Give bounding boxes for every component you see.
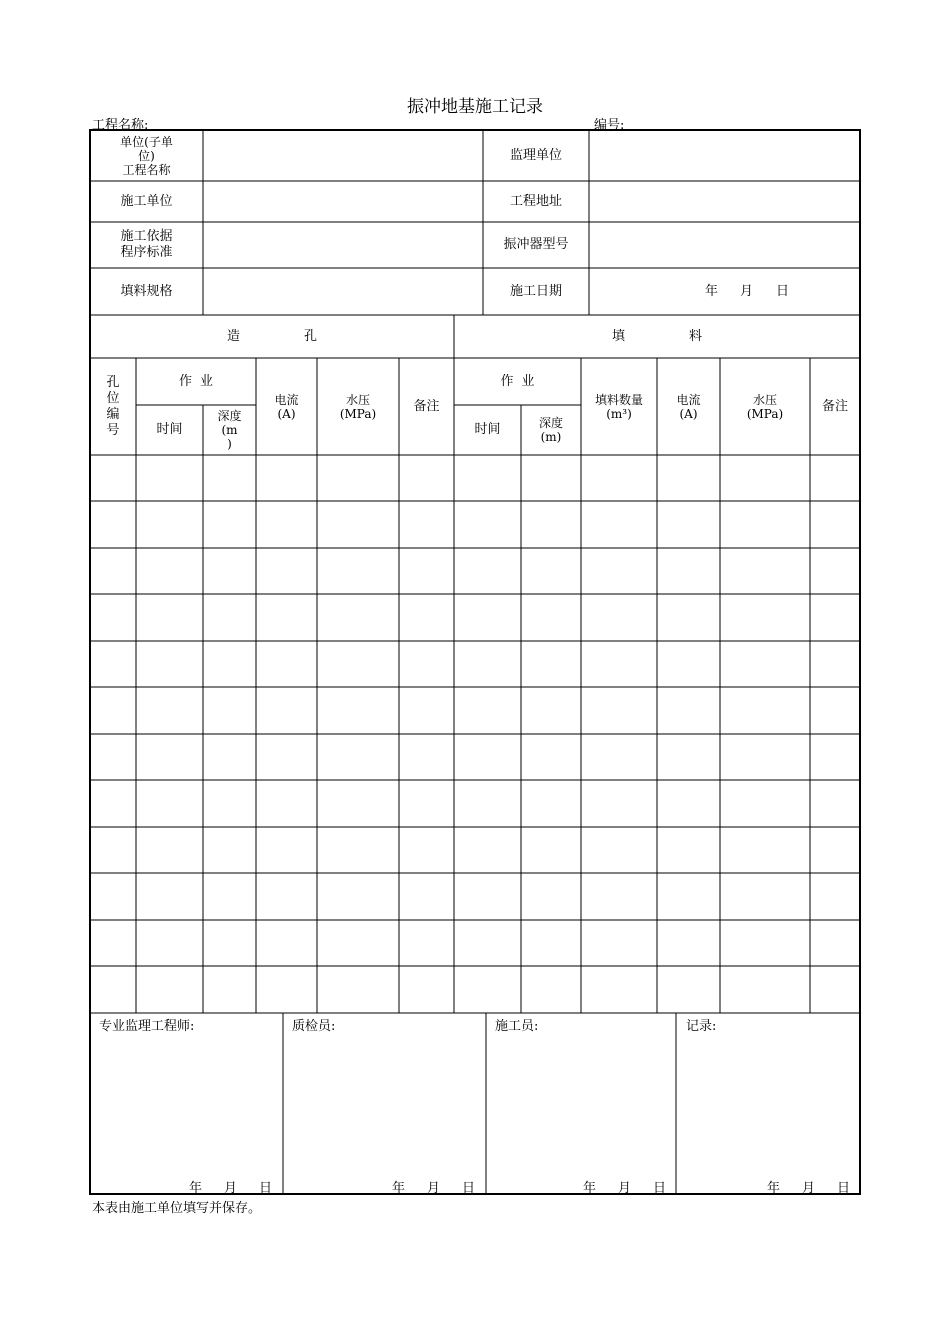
col-current-hole: 电流 (A) — [274, 392, 299, 421]
date-day: 日 — [776, 283, 790, 299]
signature-recorder-date[interactable]: 年 月 日 — [767, 1181, 851, 1196]
number-label: 编号: — [594, 118, 625, 133]
date-month: 月 — [740, 283, 754, 299]
project-address-field[interactable] — [589, 181, 860, 222]
col-current-fill: 电流 (A) — [676, 392, 701, 421]
col-fill-quantity: 填料数量 (m³) — [594, 392, 643, 421]
col-water-pressure-hole: 水压 (MPa) — [339, 392, 377, 421]
supervision-unit-field[interactable] — [589, 130, 860, 181]
signature-inspector-date[interactable]: 年 月 日 — [392, 1181, 476, 1196]
col-hole-number: 孔 位 编 号 — [106, 374, 120, 438]
signature-builder-label: 施工员: — [495, 1019, 539, 1034]
supervision-unit-label: 监理单位 — [509, 147, 562, 163]
date-year: 年 — [705, 283, 719, 299]
col-time-fill: 时间 — [474, 422, 501, 437]
col-remarks-hole: 备注 — [413, 398, 440, 414]
signature-inspector-label: 质检员: — [292, 1019, 336, 1034]
col-depth-fill: 深度 (m) — [538, 416, 563, 444]
unit-project-name-field[interactable] — [203, 130, 483, 181]
col-operation-hole: 作 业 — [178, 373, 214, 389]
section-filling: 填 料 — [611, 328, 703, 344]
vibrator-model-field[interactable] — [589, 222, 860, 268]
section-hole-making: 造 孔 — [226, 328, 318, 344]
fill-spec-field[interactable] — [203, 268, 483, 315]
construction-unit-label: 施工单位 — [120, 193, 173, 209]
col-depth-hole: 深度 (m ) — [217, 409, 242, 451]
signature-supervisor-label: 专业监理工程师: — [99, 1019, 195, 1034]
col-remarks-fill: 备注 — [821, 398, 848, 414]
signature-builder-date[interactable]: 年 月 日 — [583, 1181, 667, 1196]
construction-date-label: 施工日期 — [509, 283, 562, 299]
fill-spec-label: 填料规格 — [120, 283, 173, 299]
form-title: 振冲地基施工记录 — [407, 97, 543, 117]
construction-unit-field[interactable] — [203, 181, 483, 222]
construction-basis-label: 施工依据 程序标准 — [120, 229, 173, 260]
signature-recorder-label: 记录: — [686, 1019, 717, 1034]
project-name-label: 工程名称: — [92, 118, 149, 133]
footer-note: 本表由施工单位填写并保存。 — [92, 1201, 262, 1216]
col-time-hole: 时间 — [156, 422, 183, 437]
col-water-pressure-fill: 水压 (MPa) — [746, 392, 784, 421]
construction-date-field[interactable] — [589, 268, 860, 315]
vibrator-model-label: 振冲器型号 — [503, 237, 569, 252]
construction-basis-field[interactable] — [203, 222, 483, 268]
unit-project-name-label: 单位(子单 位) 工程名称 — [120, 134, 173, 177]
signature-supervisor-date[interactable]: 年 月 日 — [189, 1181, 273, 1196]
project-address-label: 工程地址 — [509, 193, 562, 209]
col-operation-fill: 作 业 — [500, 373, 535, 389]
